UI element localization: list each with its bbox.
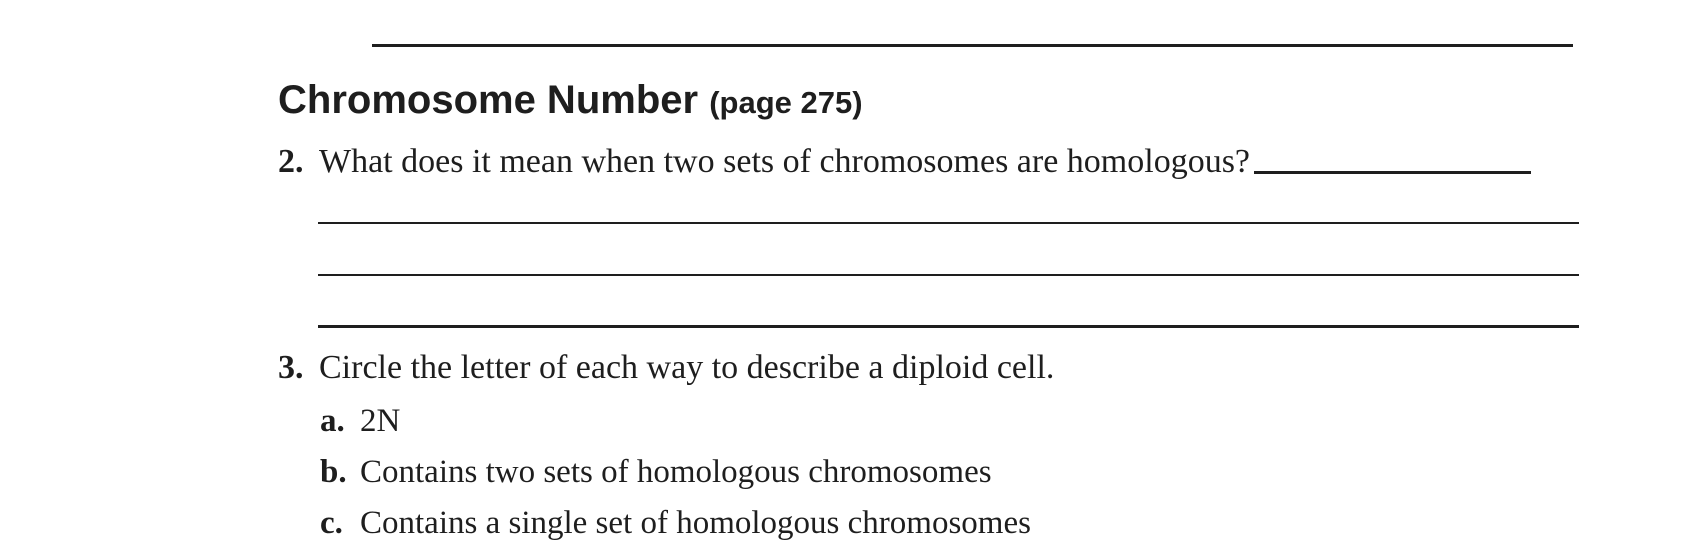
section-page-ref: (page 275)	[709, 85, 863, 120]
option-text: Contains two sets of homologous chromosomes	[360, 454, 992, 490]
section-heading	[278, 76, 863, 127]
name-answer-line	[372, 44, 1573, 47]
option-letter: b.	[320, 454, 347, 490]
question-3-number: 3.	[278, 349, 304, 386]
answer-line[interactable]	[1254, 171, 1531, 174]
answer-line[interactable]	[318, 325, 1579, 328]
option-text: 2N	[360, 403, 401, 439]
option-letter: c.	[320, 505, 343, 541]
question-2-text: What does it mean when two sets of chromosomes are homologous?	[319, 143, 1251, 180]
option-text: Contains a single set of homologous chromosomes	[360, 505, 1031, 541]
answer-line[interactable]	[318, 222, 1579, 224]
option-letter: a.	[320, 403, 345, 439]
section-title: Chromosome Number	[278, 78, 699, 122]
question-2-number: 2.	[278, 143, 304, 180]
answer-line[interactable]	[318, 274, 1579, 276]
question-3-text: Circle the letter of each way to describe a diploid cell.	[319, 349, 1055, 386]
